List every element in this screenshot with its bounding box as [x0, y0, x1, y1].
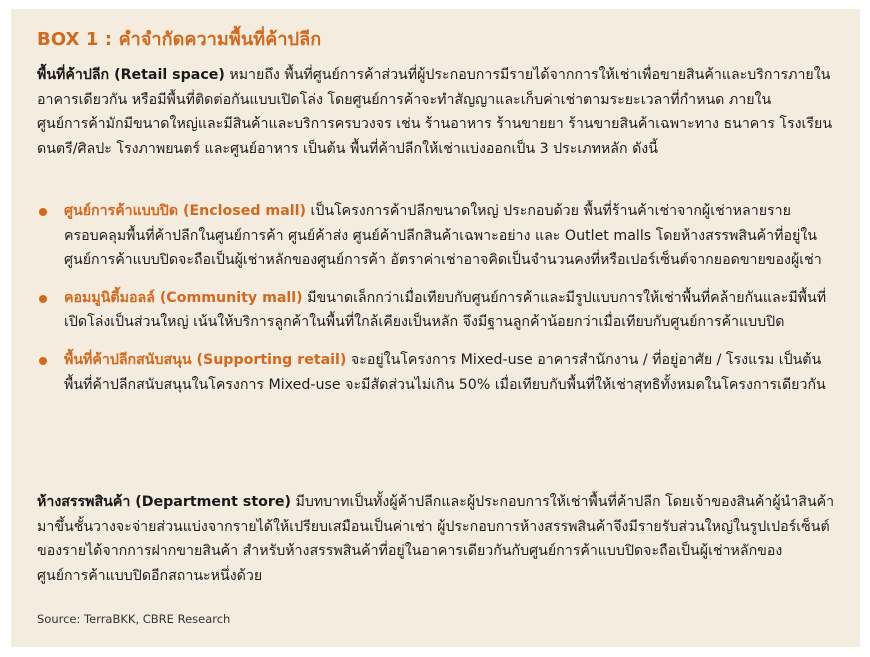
- supporting-retail-text: จะอยู่ในโครงการ Mixed-use อาคารสำนักงาน / ที่อยู่อาศัย / โรงแรม เป็นต้น พื้นที่ค้าปลีกสนับสนุนในโครงการ Mixed-use จะมีสัดส่วนไม่เกิน 50% เมื่อเทียบกับพื้นที่ให้เช่าสุทธิทั้งหมดในโครงการเดียวกัน: [64, 351, 826, 393]
- enclosed-mall-text: เป็นโครงการค้าปลีกขนาดใหญ่ ประกอบด้วย พื้นที่ร้านค้าเช่าจากผู้เช่าหลายราย ครอบคลุมพื้นที่ค้าปลีกในศูนย์การค้า ศูนย์ค้าส่ง ศูนย์ค้าปลีกสินค้าเฉพาะอย่าง และ Outlet malls โดยห้างสรรพสินค้าที่อยู่ในศูนย์การค้าแบบปิดจะถือเป็นผู้เช่าหลักของศูนย์การค้า อัตราค่าเช่าอาจคิดเป็นจำนวนคงที่หรือเปอร์เซ็นต์จากยอดขายของผู้เช่า: [64, 203, 822, 269]
- retail-space-text: หมายถึง พื้นที่ศูนย์การค้าส่วนที่ผู้ประกอบการมีรายได้จากการให้เช่าเพื่อขายสินค้าและบริการภายในอาคารเดียวกัน หรือมีพื้นที่ติดต่อกันแบบเปิดโล่ง โดยศูนย์การค้าจะทำสัญญาและเก็บค่าเช่าตามระยะเวลาที่กำหนด ภายในศูนย์การค้ามักมีขนาดใหญ่และมีสินค้าและบริการครบวงจร เช่น ร้านอาหาร ร้านขายยา ร้านขายสินค้าเฉพาะทาง ธนาคาร โรงเรียนดนตรี/ศิลปะ โรงภาพยนตร์ และศูนย์อาหาร เป็นต้น พื้นที่ค้าปลีกให้เช่าแบ่งออกเป็น 3 ประเภทหลัก ดังนี้: [37, 67, 833, 157]
- source-note: Source: TerraBKK, CBRE Research: [37, 612, 231, 626]
- list-item-community-mall: [37, 286, 837, 335]
- bullet-dot-icon: [39, 208, 47, 216]
- department-store-paragraph: [37, 490, 837, 588]
- community-mall-term: คอมมูนิตี้มอลล์ (Community mall): [64, 289, 303, 306]
- list-item-supporting-retail: [37, 348, 837, 397]
- supporting-retail-term: พื้นที่ค้าปลีกสนับสนุน (Supporting retail): [64, 351, 347, 368]
- retail-type-list: [37, 199, 837, 397]
- bullet-dot-icon: [39, 295, 47, 303]
- definition-box: [11, 9, 860, 647]
- bullet-dot-icon: [39, 357, 47, 365]
- box-title: BOX 1 : คำจำกัดความพื้นที่ค้าปลีก: [37, 29, 322, 50]
- enclosed-mall-term: ศูนย์การค้าแบบปิด (Enclosed mall): [64, 203, 306, 219]
- retail-space-paragraph: [37, 63, 837, 161]
- department-store-term: ห้างสรรพสินค้า (Department store): [37, 494, 291, 510]
- community-mall-text: มีขนาดเล็กกว่าเมื่อเทียบกับศูนย์การค้าและมีรูปแบบการให้เช่าพื้นที่คล้ายกันและมีพื้นที่เปิดโล่งเป็นส่วนใหญ่ เน้นให้บริการลูกค้าในพื้นที่ใกล้เคียงเป็นหลัก จึงมีฐานลูกค้าน้อยกว่าเมื่อเทียบกับศูนย์การค้าแบบปิด: [64, 289, 827, 331]
- department-store-text: มีบทบาทเป็นทั้งผู้ค้าปลีกและผู้ประกอบการให้เช่าพื้นที่ค้าปลีก โดยเจ้าของสินค้าผู้นำสินค้ามาขึ้นชั้นวางจะจ่ายส่วนแบ่งจากรายได้ให้เปรียบเสมือนเป็นค่าเช่า ผู้ประกอบการห้างสรรพสินค้าจึงมีรายรับส่วนใหญ่ในรูปเปอร์เซ็นต์ของรายได้จากการฝากขายสินค้า สำหรับห้างสรรพสินค้าที่อยู่ในอาคารเดียวกันกับศูนย์การค้าแบบปิดจะถือเป็นผู้เช่าหลักของศูนย์การค้าแบบปิดอีกสถานะหนึ่งด้วย: [37, 494, 835, 584]
- retail-space-term: พื้นที่ค้าปลีก (Retail space): [37, 67, 225, 83]
- list-item-enclosed-mall: [37, 199, 837, 273]
